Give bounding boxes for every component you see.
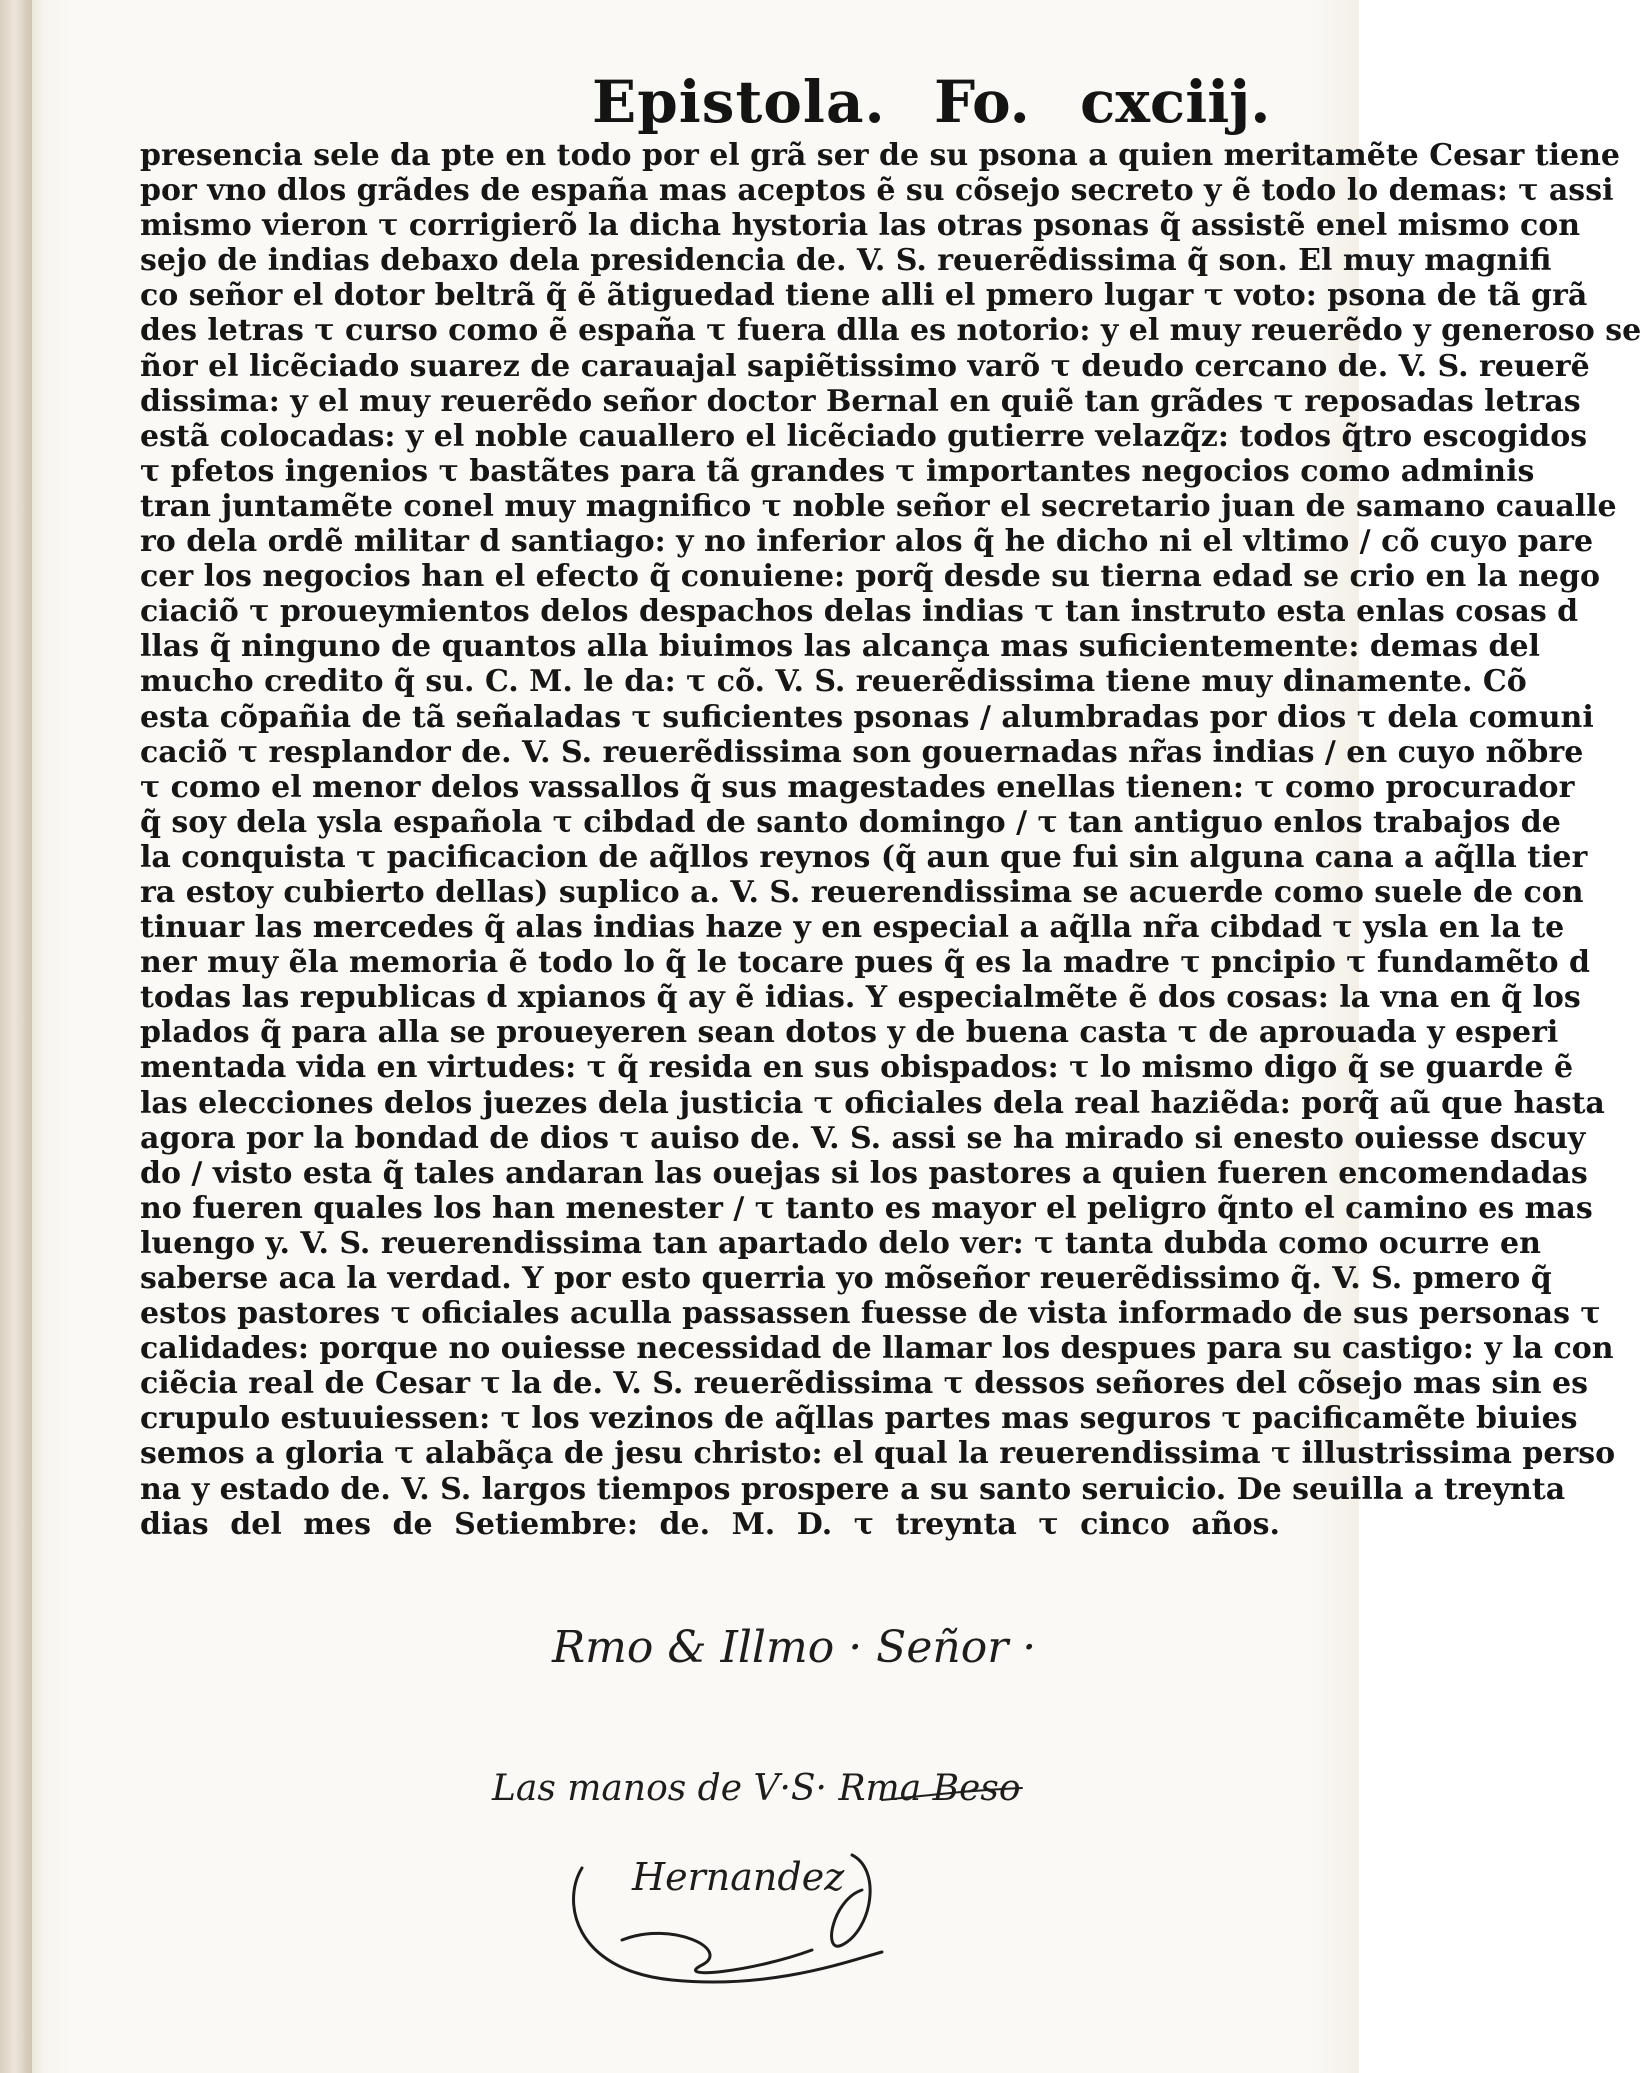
text-line: ñor el licẽciado suarez de carauajal sapiẽtissimo varõ τ deudo cercano de. V. S. reuerẽ: [140, 348, 1590, 384]
text-line: cer los negocios han el efecto q̃ conuiene: porq̃ desde su tierna edad se crio en la nego: [140, 559, 1600, 595]
text-line: agora por la bondad de dios τ auiso de. V. S. assi se ha mirado si enesto ouiesse dscuy: [140, 1120, 1586, 1156]
text-line: q̃ soy dela ysla española τ cibdad de santo domingo / τ tan antiguo enlos trabajos de: [140, 804, 1561, 840]
folio-label: Fo.: [934, 68, 1030, 136]
text-line: ro dela ordẽ militar d santiago: y no inferior alos q̃ he dicho ni el vltimo / cõ cuyo pare: [140, 524, 1594, 560]
text-line: mucho credito q̃ su. C. M. le da: τ cõ. V. S. reuerẽdissima tiene muy dinamente. Cõ: [140, 664, 1527, 700]
handwritten-signature: [492, 1600, 1252, 2020]
text-line: dias del mes de Setiembre: de. M. D. τ treynta τ cinco años.: [140, 1506, 1280, 1542]
text-line: estã colocadas: y el noble cauallero el licẽciado gutierre velazq̃z: todos q̃tro escogidos: [140, 418, 1588, 454]
text-line: estos pastores τ oficiales aculla passassen fuesse de vista informado de sus personas τ: [140, 1296, 1601, 1332]
text-line: sejo de indias debaxo dela presidencia de. V. S. reuerẽdissima q̃ son. El muy magnifi: [140, 243, 1552, 279]
text-line: no fueren quales los han menester / τ tanto es mayor el peligro q̃nto el camino es mas: [140, 1190, 1593, 1226]
text-line: ciaciõ τ proueymientos delos despachos delas indias τ tan instruto esta enlas cosas d: [140, 594, 1579, 630]
text-line: co señor el dotor beltrã q̃ ẽ ãtiguedad tiene alli el pmero lugar τ voto: psona de tã grã: [140, 278, 1588, 314]
text-line: semos a gloria τ alabãça de jesu christo: el qual la reuerendissima τ illustrissima perso: [140, 1436, 1616, 1472]
signature-salutation: Rmo & Illmo · Señor ·: [552, 1622, 1037, 1673]
text-line: ner muy ẽla memoria ẽ todo lo q̃ le tocare pues q̃ es la madre τ pncipio τ fundamẽto d: [140, 945, 1590, 981]
signature-closing: Las manos de V·S· Rma Beso: [492, 1768, 1021, 1809]
running-title: Epistola.: [592, 68, 886, 136]
text-line: calidades: porque no ouiesse necessidad de llamar los despues para su castigo: y la con: [140, 1331, 1614, 1367]
text-line: na y estado de. V. S. largos tiempos prospere a su santo seruicio. De seuilla a treynta: [140, 1471, 1566, 1507]
text-line: des letras τ curso como ẽ españa τ fuera dlla es notorio: y el muy reuerẽdo y generoso se: [140, 313, 1641, 349]
text-line: todas las republicas d xpianos q̃ ay ẽ idias. Y especialmẽte ẽ dos cosas: la vna en q̃ los: [140, 980, 1581, 1016]
text-line: ra estoy cubierto dellas) suplico a. V. S. reuerendissima se acuerde como suele de con: [140, 874, 1584, 910]
text-line: caciõ τ resplandor de. V. S. reuerẽdissima son gouernadas nr̃as indias / en cuyo nõbre: [140, 734, 1584, 770]
page: [32, 0, 1641, 2073]
text-line: mentada vida en virtudes: τ q̃ resida en sus obispados: τ lo mismo digo q̃ se guarde ẽ: [140, 1050, 1574, 1086]
text-line: saberse aca la verdad. Y por esto querria yo mõseñor reuerẽdissimo q̃. V. S. pmero q̃: [140, 1261, 1552, 1296]
text-line: luengo y. V. S. reuerendissima tan apartado delo ver: τ tanta dubda como ocurre en: [140, 1225, 1541, 1261]
text-line: presencia sele da pte en todo por el grã ser de su psona a quien meritamẽte Cesar tiene: [140, 138, 1620, 173]
text-line: por vno dlos grãdes de españa mas aceptos ẽ su cõsejo secreto y ẽ todo lo demas: τ assi: [140, 173, 1614, 209]
signature-name: Hernandez: [632, 1855, 845, 1899]
body-text: [140, 138, 1641, 1542]
text-line: las elecciones delos juezes dela justicia τ oficiales dela real haziẽda: porq̃ aũ que hasta: [140, 1085, 1605, 1121]
text-line: la conquista τ pacificacion de aq̃llos reynos (q̃ aun que fui sin alguna cana a aq̃lla tier: [140, 839, 1588, 875]
text-line: τ como el menor delos vassallos q̃ sus magestades enellas tienen: τ como procurador: [140, 769, 1575, 805]
text-line: plados q̃ para alla se proueyeren sean dotos y de buena casta τ de aprouada y esperi: [140, 1015, 1559, 1051]
text-line: dissima: y el muy reuerẽdo señor doctor Bernal en quiẽ tan grãdes τ reposadas letras: [140, 383, 1581, 419]
text-line: tran juntamẽte conel muy magnifico τ noble señor el secretario juan de samano caualle: [140, 488, 1617, 524]
book-gutter: [0, 0, 33, 2073]
text-line: do / visto esta q̃ tales andaran las ouejas si los pastores a quien fueren encomendadas: [140, 1155, 1588, 1191]
text-line: mismo vieron τ corrigierõ la dicha hystoria las otras psonas q̃ assistẽ enel mismo con: [140, 208, 1581, 244]
text-line: tinuar las mercedes q̃ alas indias haze y en especial a aq̃lla nr̃a cibdad τ ysla en la te: [140, 910, 1565, 946]
folio-number: cxciij.: [1080, 68, 1271, 136]
handwritten-signature-block: [492, 1600, 1252, 2020]
text-line: τ pfetos ingenios τ bastãtes para tã grandes τ importantes negocios como adminis: [140, 453, 1535, 489]
text-line: esta cõpañia de tã señaladas τ suficientes psonas / alumbradas por dios τ dela comuni: [140, 699, 1594, 735]
text-line: crupulo estuuiessen: τ los vezinos de aq̃llas partes mas seguros τ pacificamẽte biuies: [140, 1401, 1578, 1437]
running-header: [32, 68, 1359, 148]
text-line: llas q̃ ninguno de quantos alla biuimos las alcança mas suficientemente: demas del: [140, 629, 1540, 665]
text-line: ciẽcia real de Cesar τ la de. V. S. reuerẽdissima τ dessos señores del cõsejo mas sin es: [140, 1366, 1588, 1402]
